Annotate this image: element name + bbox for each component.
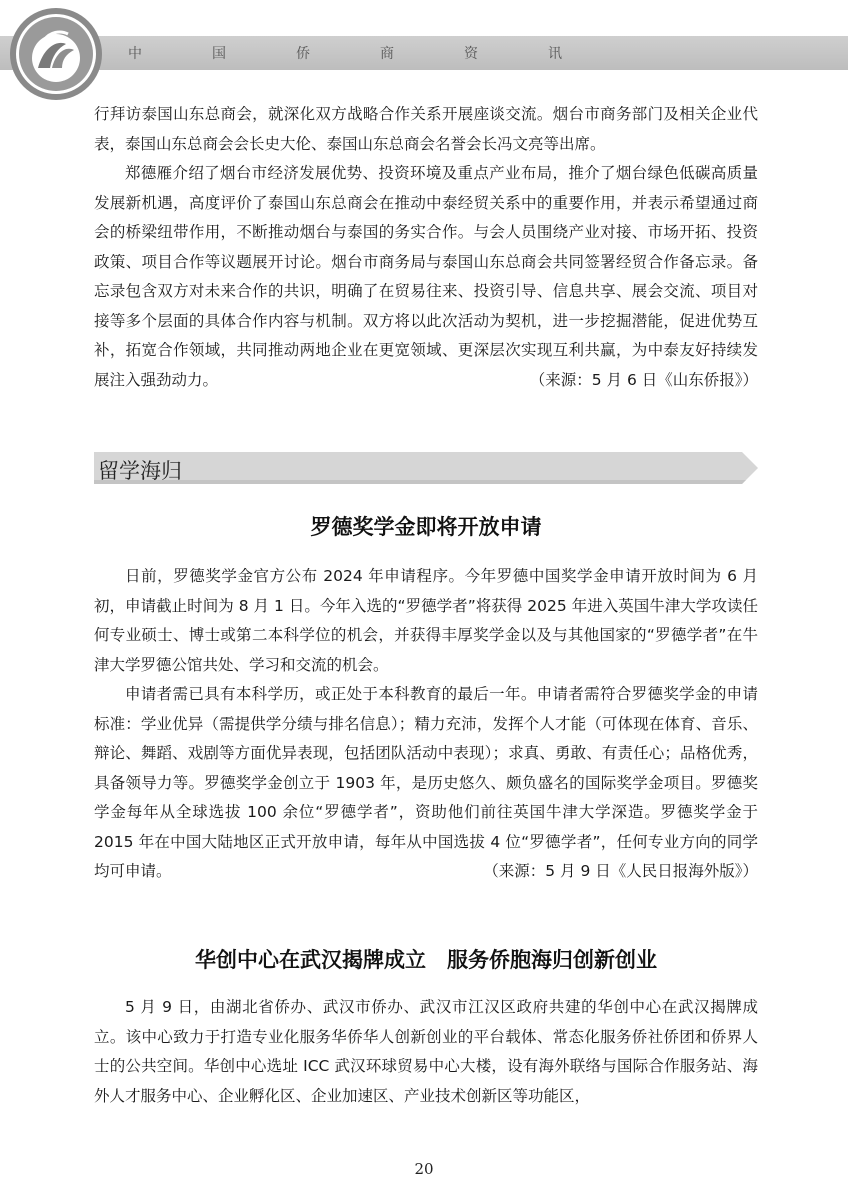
article-title-text: 罗德奖学金即将开放申请 [310, 515, 542, 539]
article-title-text: 华创中心在武汉揭牌成立 服务侨胞海归创新创业 [195, 948, 657, 972]
article-body [94, 993, 758, 1111]
article-title [94, 511, 758, 541]
section-bar-shape [94, 452, 758, 484]
page-number: 20 [414, 1160, 434, 1178]
source-citation: （来源：5 月 6 日《山东侨报》） [529, 370, 758, 389]
paragraph-text: 申请者需已具有本科学历，或正处于本科教育的最后一年。申请者需符合罗德奖学金的申请标准：学业优异（需提供学分绩与排名信息）；精力充沛，发挥个人才能（可体现在体育、音乐、辩论、舞蹈、戏剧等方面优异表现，包括团队活动中表现）；求真、勇敢、有责任心；品格优秀，具备领导力等。罗德奖学金创立于 1903 年，是历史悠久、颇负盛名的国际奖学金项目。罗德奖学金每年从全球选拔 100 余位“罗德学者”，资助他们前往英国牛津大学深造。罗德奖学金于 2015 年在中国大陆地区正式开放申请，每年从中国选拔 4 位“罗德学者”，任何专业方向的同学均可申请。 [94, 685, 758, 880]
paragraph: 5 月 9 日，由湖北省侨办、武汉市侨办、武汉市江汉区政府共建的华创中心在武汉揭牌成立。该中心致力于打造专业化服务华侨华人创新创业的平台载体、常态化服务侨社侨团和侨界人士的公共空间。华创中心选址 ICC 武汉环球贸易中心大楼，设有海外联络与国际合作服务站、海外人才服务中心、企业孵化区、企业加速区、产业技术创新区等功能区， [94, 998, 758, 1105]
section-label: 留学海归 [98, 459, 182, 483]
paragraph: 日前，罗德奖学金官方公布 2024 年申请程序。今年罗德中国奖学金申请开放时间为 6 月初，申请截止时间为 8 月 1 日。今年入选的“罗德学者”将获得 2025 年进入英国牛津大学攻读任何专业硕士、博士或第二本科学位的机会，并获得丰厚奖学金以及与其他国家的“罗德学者”在牛津大学罗德公馆共处、学习和交流的机会。 [94, 567, 758, 674]
paragraph [94, 680, 758, 887]
paragraph-text: 郑德雁介绍了烟台市经济发展优势、投资环境及重点产业布局，推介了烟台绿色低碳高质量发展新机遇，高度评价了泰国山东总商会在推动中泰经贸关系中的重要作用，并表示希望通过商会的桥梁纽带作用，不断推动烟台与泰国的务实合作。与会人员围绕产业对接、市场开拓、投资政策、项目合作等议题展开讨论。烟台市商务局与泰国山东总商会共同签署经贸合作备忘录。备忘录包含双方对未来合作的共识，明确了在贸易往来、投资引导、信息共享、展会交流、项目对接等多个层面的具体合作内容与机制。双方将以此次活动为契机，进一步挖掘潜能，促进优势互补，拓宽合作领域，共同推动两地企业在更宽领域、更深层次实现互利共赢，为中泰友好持续发展注入强劲动力。 [94, 164, 758, 389]
paragraph: 行拜访泰国山东总商会，就深化双方战略合作关系开展座谈交流。烟台市商务部门及相关企业代表，泰国山东总商会会长史大伦、泰国山东总商会名誉会长冯文亮等出席。 [94, 105, 758, 153]
association-logo-icon [8, 6, 104, 102]
paragraph [94, 159, 758, 395]
header-title: 中 国 侨 商 资 讯 [128, 46, 590, 62]
article-continuation [94, 100, 758, 395]
article-body [94, 562, 758, 887]
source-citation: （来源：5 月 9 日《人民日报海外版》） [483, 862, 758, 880]
article-title [94, 944, 758, 974]
section-header [94, 452, 758, 484]
